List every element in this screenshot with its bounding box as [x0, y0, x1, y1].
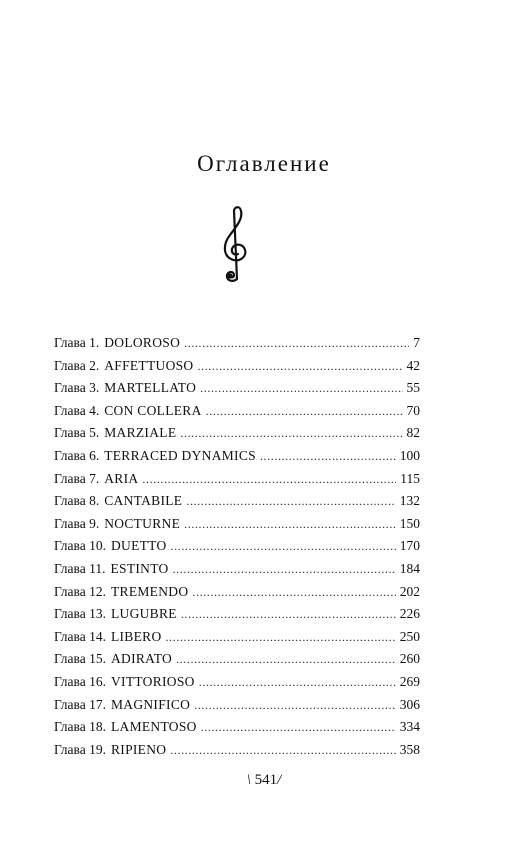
toc-entry[interactable]: [54, 626, 420, 649]
chapter-number: Глава 4.: [54, 402, 100, 418]
chapter-title: ADIRATO: [110, 651, 173, 667]
chapter-title: CON COLLERA: [104, 402, 202, 418]
chapter-title: ARIA: [104, 470, 139, 486]
chapter-page-number: 7: [413, 335, 420, 350]
toc-entry[interactable]: [54, 648, 420, 671]
dot-leader: [194, 694, 396, 717]
toc-entry[interactable]: [54, 332, 420, 355]
toc-entry[interactable]: [54, 739, 420, 762]
chapter-title: DUETTO: [110, 538, 167, 554]
dot-leader: [142, 468, 396, 491]
dot-leader: [166, 626, 396, 649]
chapter-number: Глава 9.: [54, 515, 100, 531]
chapter-page-number: 202: [399, 583, 420, 599]
toc-entry[interactable]: [54, 716, 420, 739]
chapter-number: Глава 17.: [54, 696, 106, 712]
chapter-number: Глава 12.: [54, 583, 106, 599]
chapter-title: TERRACED DYNAMICS: [104, 447, 256, 463]
chapter-page-number: 250: [399, 628, 420, 644]
dot-leader: [197, 355, 402, 378]
chapter-page-number: 150: [399, 515, 420, 531]
chapter-number: Глава 1.: [54, 335, 100, 350]
dot-leader: [171, 535, 396, 558]
toc-entry[interactable]: [54, 490, 420, 513]
chapter-number: Глава 8.: [54, 493, 100, 509]
chapter-title: LAMENTOSO: [110, 719, 197, 735]
chapter-title: RIPIENO: [110, 741, 167, 757]
chapter-page-number: 170: [399, 538, 420, 554]
chapter-number: Глава 18.: [54, 719, 106, 735]
chapter-title: LUGUBRE: [110, 606, 177, 622]
chapter-title: NOCTURNE: [104, 515, 181, 531]
chapter-title: TREMENDO: [110, 583, 189, 599]
chapter-number: Глава 5.: [54, 425, 100, 441]
folio-left-ornament: \: [246, 772, 251, 788]
chapter-number: Глава 15.: [54, 651, 106, 667]
toc-entry[interactable]: [54, 513, 420, 536]
dot-leader: [181, 603, 396, 626]
chapter-page-number: 358: [399, 741, 420, 757]
chapter-number: Глава 13.: [54, 606, 106, 622]
folio-number: 541: [254, 772, 278, 788]
chapter-title: DOLOROSO: [104, 335, 181, 350]
chapter-page-number: 269: [399, 673, 420, 689]
dot-leader: [199, 671, 396, 694]
folio-right-ornament: /: [277, 772, 282, 788]
chapter-number: Глава 16.: [54, 673, 106, 689]
dot-leader: [201, 716, 396, 739]
chapter-page-number: 132: [399, 493, 420, 509]
chapter-number: Глава 11.: [54, 560, 106, 576]
dot-leader: [176, 648, 396, 671]
chapter-page-number: 306: [399, 696, 420, 712]
chapter-title: MARTELLATO: [104, 380, 197, 396]
dot-leader: [170, 739, 395, 762]
chapter-title: AFFETTUOSO: [104, 357, 194, 373]
dot-leader: [206, 400, 403, 423]
toc-entry[interactable]: [54, 558, 420, 581]
chapter-number: Глава 10.: [54, 538, 106, 554]
chapter-page-number: 55: [406, 380, 420, 396]
toc-entry[interactable]: [54, 445, 420, 468]
page-number: [0, 772, 528, 789]
chapter-page-number: 115: [400, 470, 420, 486]
chapter-page-number: 100: [399, 447, 420, 463]
dot-leader: [186, 490, 395, 513]
chapter-number: Глава 19.: [54, 741, 106, 757]
chapter-title: MAGNIFICO: [110, 696, 191, 712]
treble-clef-icon: [216, 205, 256, 285]
chapter-title: MARZIALE: [104, 425, 177, 441]
chapter-title: ESTINTO: [110, 560, 169, 576]
chapter-page-number: 226: [399, 606, 420, 622]
toc-entry[interactable]: [54, 468, 420, 491]
dot-leader: [180, 422, 402, 445]
chapter-title: VITTORIOSO: [110, 673, 195, 689]
dot-leader: [173, 558, 396, 581]
chapter-page-number: 42: [406, 357, 420, 373]
chapter-page-number: 184: [399, 560, 420, 576]
toc-entry[interactable]: [54, 694, 420, 717]
chapter-number: Глава 6.: [54, 447, 100, 463]
dot-leader: [200, 377, 402, 400]
chapter-page-number: 70: [406, 402, 420, 418]
chapter-page-number: 82: [406, 425, 420, 441]
toc-entry[interactable]: [54, 671, 420, 694]
chapter-number: Глава 14.: [54, 628, 106, 644]
dot-leader: [184, 513, 396, 536]
chapter-number: Глава 2.: [54, 357, 100, 373]
toc-entry[interactable]: [54, 603, 420, 626]
toc-entry[interactable]: [54, 400, 420, 423]
table-of-contents: [54, 332, 420, 761]
page-title: Оглавление: [197, 151, 331, 177]
chapter-number: Глава 7.: [54, 470, 100, 486]
toc-entry[interactable]: [54, 422, 420, 445]
chapter-page-number: 334: [399, 719, 420, 735]
toc-entry[interactable]: [54, 355, 420, 378]
chapter-page-number: 260: [399, 651, 420, 667]
toc-entry[interactable]: [54, 377, 420, 400]
dot-leader: [192, 581, 395, 604]
toc-entry[interactable]: [54, 535, 420, 558]
chapter-title: LIBERO: [110, 628, 162, 644]
dot-leader: [260, 445, 396, 468]
toc-entry[interactable]: [54, 581, 420, 604]
dot-leader: [184, 332, 409, 355]
chapter-number: Глава 3.: [54, 380, 100, 396]
chapter-title: CANTABILE: [104, 493, 183, 509]
